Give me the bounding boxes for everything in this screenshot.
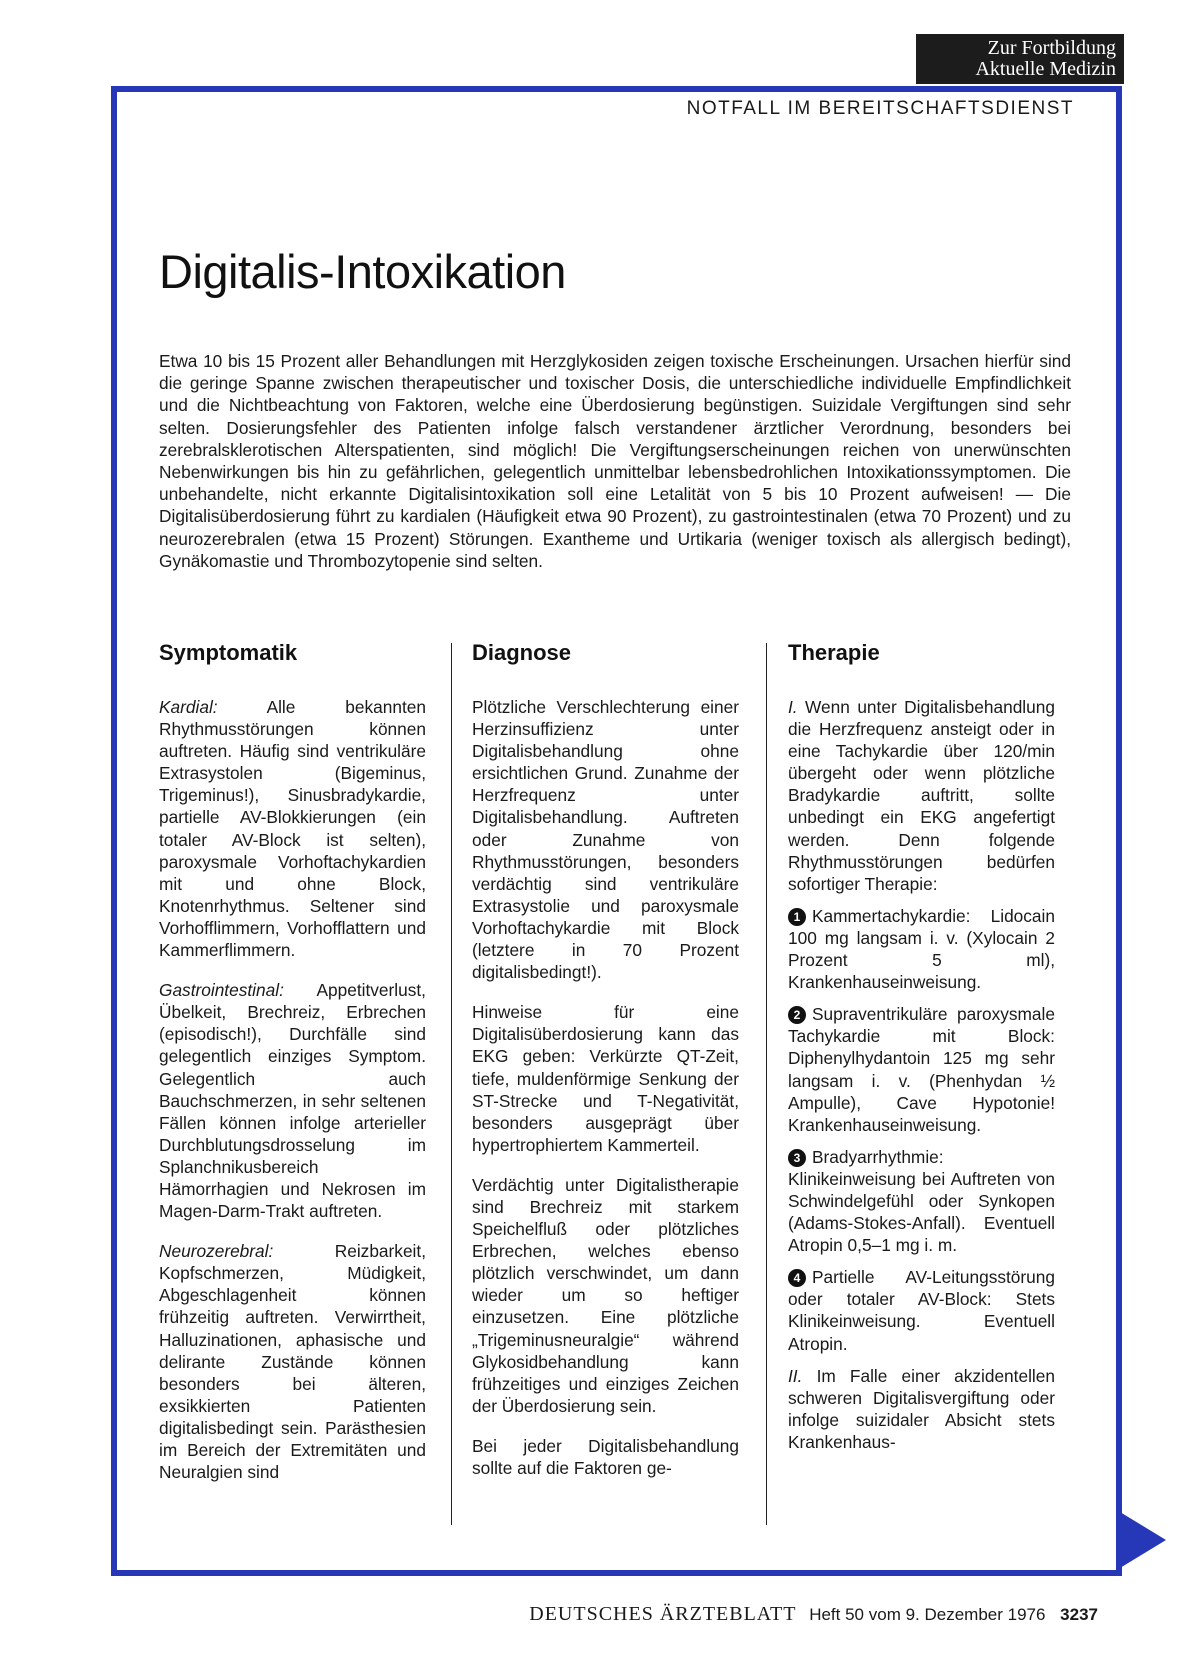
text-section-ii: Im Falle einer akzidentellen schweren Digitalisvergiftung oder infolge suizidaler Absicht stets Krankenhaus- bbox=[788, 1365, 1055, 1452]
text-gastrointestinal: Appetitverlust, Übelkeit, Brechreiz, Erbrechen (episodisch!), Durchfälle sind gelegentlich einziges Symptom. Gelegentlich auch Bauchschmerzen, in sehr seltenen Fällen können infolge arterieller Durchblutungsdrosselung im Splanchnikusbereich Hämorrhagien und Nekrosen im Magen-Darm-Trakt auftreten. bbox=[159, 980, 426, 1222]
section-tag-line-1: Zur Fortbildung bbox=[987, 37, 1116, 59]
therapie-item bbox=[788, 1266, 1055, 1354]
therapie-section-ii bbox=[788, 1365, 1055, 1453]
diagnose-paragraph: Plötzliche Verschlechterung einer Herzinsuffizienz unter Digitalisbehandlung ohne ersichtlichen Grund. Zunahme der Herzfrequenz unter Digitalisbehandlung. Auftreten oder Zunahme von Rhythmusstörungen, besonders verdächtig sind ventrikuläre Extrasystolie und paroxysmale Vorhoftachykardie mit Block (letztere in 70 Prozent digitalisbedingt!). bbox=[472, 697, 739, 983]
number-badge-icon: 1 bbox=[788, 908, 806, 926]
number-badge-icon: 3 bbox=[788, 1149, 806, 1167]
issue-info: Heft 50 vom 9. Dezember 1976 bbox=[809, 1605, 1046, 1624]
paragraph-gastrointestinal bbox=[159, 979, 426, 1222]
article-title: Digitalis-Intoxikation bbox=[159, 245, 566, 298]
page-footer bbox=[440, 1603, 1098, 1626]
heading-diagnose: Diagnose bbox=[472, 640, 572, 665]
paragraph-neurozerebral bbox=[159, 1240, 426, 1483]
column-diagnose bbox=[472, 640, 739, 1479]
label-neurozerebral: Neurozerebral: bbox=[159, 1241, 274, 1262]
journal-name: DEUTSCHES ÄRZTEBLATT bbox=[529, 1603, 797, 1625]
heading-symptomatik: Symptomatik bbox=[159, 640, 298, 665]
therapie-item bbox=[788, 1146, 1055, 1256]
number-badge-icon: 2 bbox=[788, 1006, 806, 1024]
therapie-item-text: Kammertachykardie: Lidocain 100 mg langsam i. v. (Xylocain 2 Prozent 5 ml), Krankenhauseinweisung. bbox=[788, 905, 1055, 993]
column-symptomatik bbox=[159, 640, 426, 1483]
paragraph-kardial bbox=[159, 696, 426, 961]
column-divider bbox=[451, 643, 452, 1525]
text-kardial: Alle bekannten Rhythmusstörungen können auftreten. Häufig sind ventrikuläre Extrasystolen (Bigeminus, Trigeminus!), Sinusbradykardie, partielle AV-Blokkierungen (ein totaler AV-Block ist selten), paroxysmale Vorhoftachykardien mit und ohne Block, Knotenrhythmus. Seltener sind Vorhofflimmern, Vorhofflattern und Kammerflimmern. bbox=[159, 697, 426, 961]
heading-therapie: Therapie bbox=[788, 640, 880, 665]
section-tag bbox=[916, 34, 1124, 84]
text-section-i: Wenn unter Digitalisbehandlung die Herzfrequenz ansteigt oder in eine Tachykardie über 120/min übergeht oder wenn plötzliche Bradykardie auftritt, sollte unbedingt ein EKG angefertigt werden. Denn folgende Rhythmusstörungen bedürfen sofortiger Therapie: bbox=[788, 697, 1055, 894]
page-number: 3237 bbox=[1060, 1605, 1098, 1624]
therapie-item bbox=[788, 905, 1055, 993]
continue-arrow-icon bbox=[1120, 1512, 1166, 1568]
therapie-item-text: Supraventrikuläre paroxysmale Tachykardie mit Block: Diphenylhydantoin 125 mg sehr langsam i. v. (Phenhydan ½ Ampulle), Cave Hypotonie! Krankenhauseinweisung. bbox=[788, 1004, 1055, 1135]
label-gastrointestinal: Gastrointestinal: bbox=[159, 980, 284, 1001]
column-divider bbox=[766, 643, 767, 1525]
kicker: NOTFALL IM BEREITSCHAFTSDIENST bbox=[686, 98, 1074, 119]
label-section-i: I. bbox=[788, 697, 798, 717]
diagnose-paragraph: Hinweise für eine Digitalisüberdosierung kann das EKG geben: Verkürzte QT-Zeit, tiefe, muldenförmige Senkung der ST-Strecke und T-Negativität, besonders ausgeprägt über hypertrophiertem Kammerteil. bbox=[472, 1002, 739, 1155]
diagnose-paragraph: Bei jeder Digitalisbehandlung sollte auf die Faktoren ge- bbox=[472, 1435, 739, 1478]
lead-paragraph: Etwa 10 bis 15 Prozent aller Behandlungen mit Herzglykosiden zeigen toxische Erscheinungen. Ursachen hierfür sind die geringe Spanne zwischen therapeutischer und toxischer Dosis, die unterschiedliche individuelle Empfindlichkeit und die Nichtbeachtung von Faktoren, welche eine Überdosierung begünstigen. Suizidale Vergiftungen sind sehr selten. Dosierungsfehler des Patienten infolge falsch verstandener ärztlicher Verordnung, besonders bei zerebralsklerotischen Alterspatienten, sind möglich! Die Vergiftungserscheinungen reichen von unerwünschten Nebenwirkungen bis hin zu gefährlichen, gelegentlich unmittelbar lebensbedrohlichen Intoxikationssymptomen. Die unbehandelte, nicht erkannte Digitalisintoxikation soll eine Letalität von 5 bis 10 Prozent aufweisen! — Die Digitalisüberdosierung führt zu kardialen (Häufigkeit etwa 90 Prozent), zu gastrointestinalen (etwa 70 Prozent) und zu neurozerebralen (etwa 15 Prozent) Störungen. Exantheme und Urtikaria (weniger toxisch als allergisch bedingt), Gynäkomastie und Thrombozytopenie sind selten. bbox=[159, 351, 1071, 571]
label-kardial: Kardial: bbox=[159, 697, 218, 717]
section-tag-line-2: Aktuelle Medizin bbox=[975, 58, 1116, 80]
text-neurozerebral: Reizbarkeit, Kopfschmerzen, Müdigkeit, Abgeschlagenheit können frühzeitig auftreten. Verwirrtheit, Halluzinationen, aphasische und delirante Zustände können besonders bei älteren, exsikkierten Patienten digitalisbedingt sein. Parästhesien im Bereich der Extremitäten und Neuralgien sind bbox=[159, 1241, 426, 1483]
diagnose-paragraph: Verdächtig unter Digitalistherapie sind Brechreiz mit starkem Speichelfluß oder plötzliches Erbrechen, welches ebenso plötzlich verschwindet, um dann wieder um so heftiger einzusetzen. Eine plötzliche „Trigeminusneuralgie“ während Glykosidbehandlung kann frühzeitiges und einziges Zeichen der Überdosierung sein. bbox=[472, 1174, 739, 1416]
therapie-section-i bbox=[788, 696, 1055, 895]
number-badge-icon: 4 bbox=[788, 1269, 806, 1287]
therapie-item-text: Bradyarrhythmie: Klinikeinweisung bei Auftreten von Schwindelgefühl oder Synkopen (Adams-Stokes-Anfall). Eventuell Atropin 0,5–1 mg i. m. bbox=[788, 1146, 1055, 1256]
therapie-item bbox=[788, 1003, 1055, 1136]
column-therapie bbox=[788, 640, 1055, 1453]
label-section-ii: II. bbox=[788, 1365, 803, 1386]
therapie-item-text: Partielle AV-Leitungsstörung oder totaler AV-Block: Stets Klinikeinweisung. Eventuell Atropin. bbox=[788, 1267, 1055, 1354]
